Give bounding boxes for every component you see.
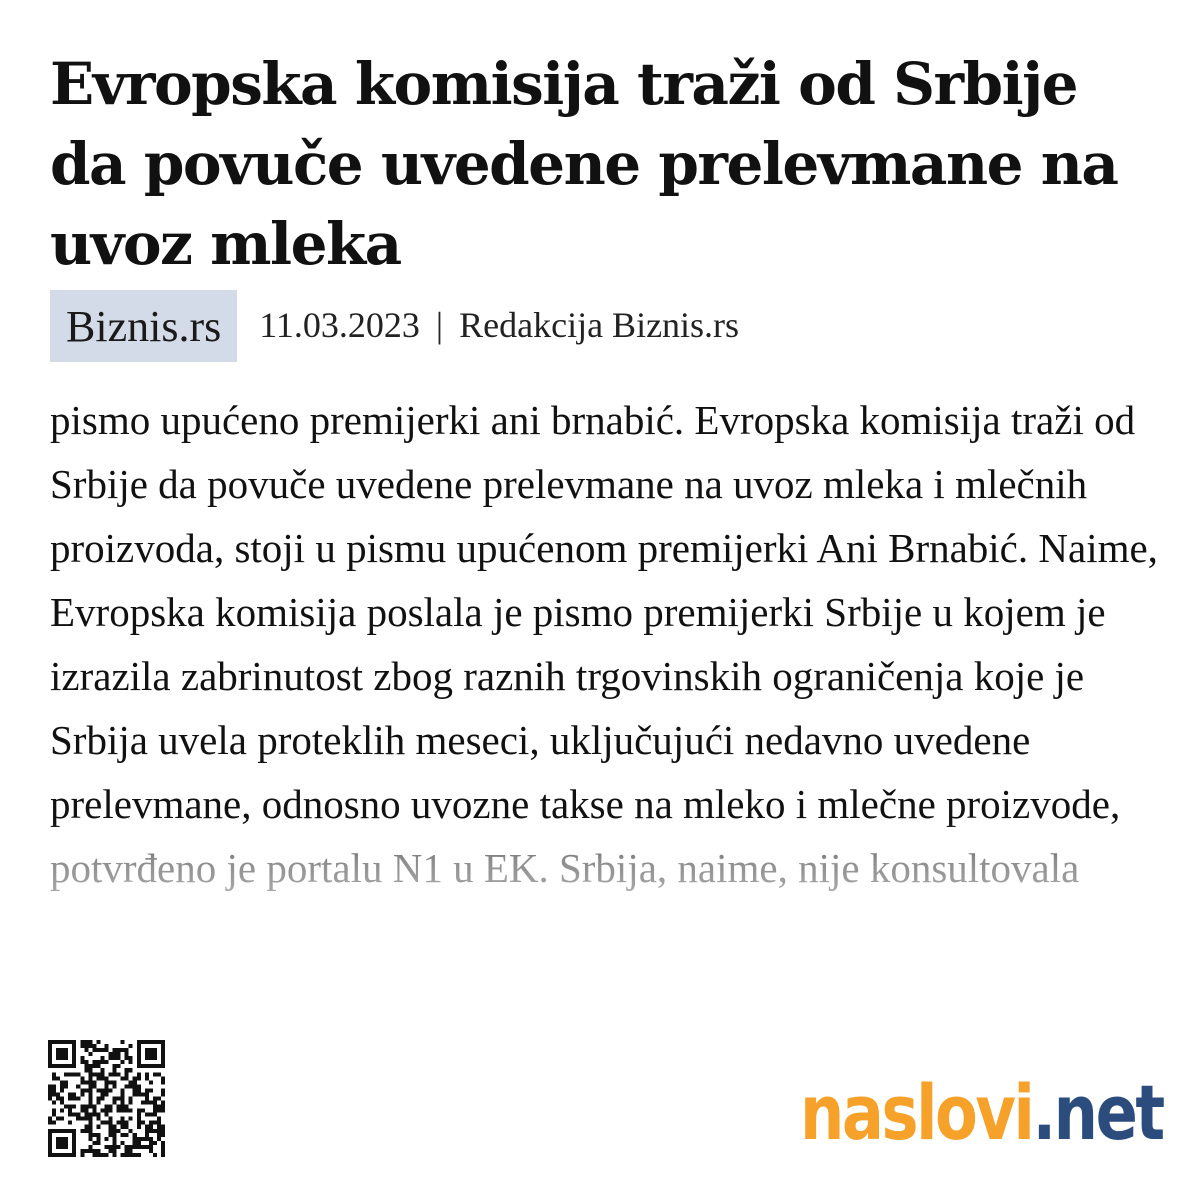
article-meta <box>50 290 739 362</box>
article-title: Evropska komisija traži od Srbije da povuče uvedene prelevmane na uvoz mleka <box>50 50 1118 278</box>
article-author: Redakcija Biznis.rs <box>459 305 740 345</box>
article-body: pismo upućeno premijerki ani brnabić. Evropska komisija traži od Srbije da povuče uvedene prelevmane na uvoz mleka i mlečnih proizvoda, stoji u pismu upućenom premijerki Ani Brnabić. Naime, Evropska komisija poslala je pismo premijerki Srbije u kojem je izrazila zabrinutost zbog raznih trgovinskih ograničenja koje je Srbija uvela proteklih meseci, uključujući nedavno uvedene prelevmane, odnosno uvozne takse na mleko i mlečne proizvode, potvrđeno je portalu N1 u EK. Srbija, naime, nije konsultovala <box>50 388 1160 900</box>
article-meta-info <box>259 304 739 346</box>
logo-part-naslovi: naslovi <box>800 1068 1033 1157</box>
article-date: 11.03.2023 <box>259 305 420 345</box>
qr-code-icon[interactable] <box>48 1040 165 1157</box>
meta-separator: | <box>435 305 444 345</box>
logo-part-net: .net <box>1032 1068 1163 1157</box>
naslovi-net-logo[interactable] <box>800 1058 1163 1168</box>
source-badge[interactable]: Biznis.rs <box>50 290 237 362</box>
